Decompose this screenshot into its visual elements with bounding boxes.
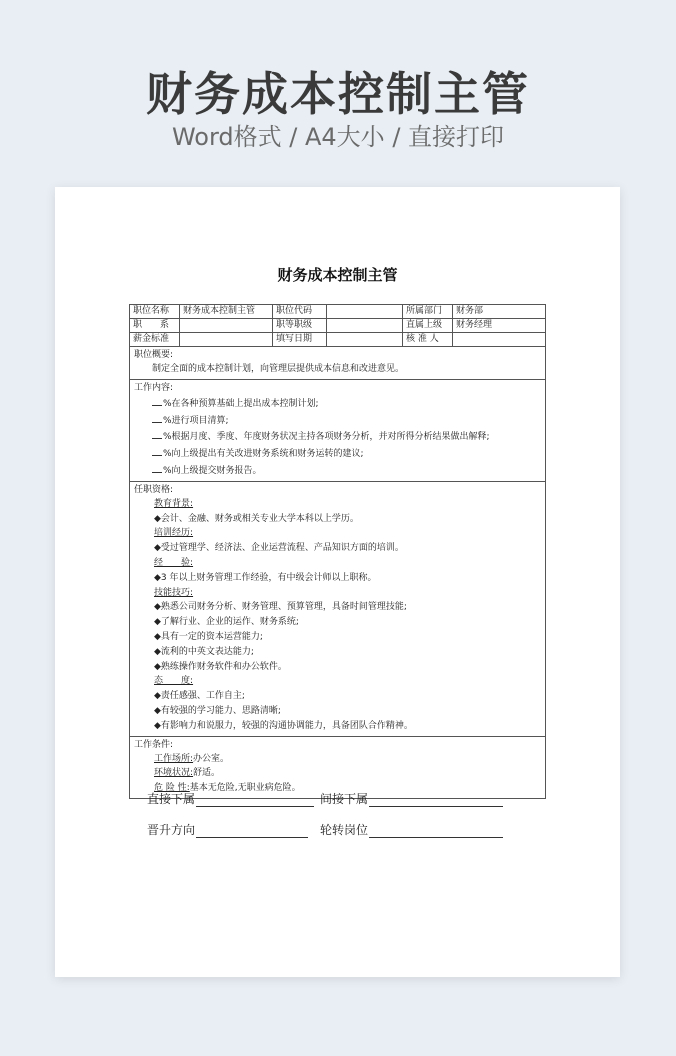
label-cell: 直属上级 (403, 319, 453, 333)
rotation-label: 轮转岗位 (320, 823, 369, 837)
list-item: %在各种预算基础上提出成本控制计划; (134, 395, 541, 412)
place-label: 工作场所: (154, 753, 194, 764)
list-item (134, 766, 541, 781)
conditions-section (130, 736, 546, 798)
overview-text: 制定全面的成本控制计划，向管理层提供成本信息和改进意见。 (152, 364, 405, 374)
label-cell: 填写日期 (273, 333, 327, 347)
environment-value: 舒适。 (193, 768, 221, 779)
promotion-label: 晋升方向 (147, 823, 196, 837)
list-item: ◆流利的中英文表达能力; (154, 646, 254, 657)
list-item: %根据月度、季度、年度财务状况主持各项财务分析，并对所得分析结果做出解释; (134, 428, 541, 445)
list-item: %进行项目清算; (134, 412, 541, 429)
danger-value: 基本无危险,无职业病危险。 (189, 783, 301, 794)
conditions-heading: 工作条件: (134, 739, 174, 750)
experience-label: 经 验: (154, 557, 194, 568)
list-item: ◆3 年以上财务管理工作经验，有中级会计师以上职称。 (154, 572, 377, 583)
environment-label: 环境状况: (154, 768, 194, 779)
attitude-label: 态 度: (154, 676, 194, 687)
qualifications-section (130, 481, 546, 736)
label-cell: 职位代码 (273, 305, 327, 319)
value-cell[interactable] (453, 333, 546, 347)
list-item: ◆责任感强、工作自主; (154, 691, 245, 702)
label-cell: 薪金标准 (130, 333, 180, 347)
label-cell: 核 准 人 (403, 333, 453, 347)
table-row (130, 736, 546, 798)
job-description-table (129, 304, 546, 799)
danger-label: 危 险 性: (154, 783, 190, 794)
signature-direct-sub (147, 791, 314, 807)
fill-blank[interactable] (152, 462, 162, 473)
qualifications-heading: 任职资格: (134, 484, 174, 495)
fill-blank[interactable] (152, 445, 162, 456)
value-cell[interactable]: 财务经理 (453, 319, 546, 333)
table-row (130, 319, 546, 333)
list-item: ◆熟悉公司财务分析、财务管理、预算管理，具备时间管理技能; (154, 602, 407, 613)
overview-section (130, 347, 546, 380)
value-cell[interactable] (327, 305, 403, 319)
document-page (55, 187, 620, 977)
label-cell: 职位名称 (130, 305, 180, 319)
banner-title: 财务成本控制主管 (146, 67, 530, 121)
duties-section (130, 379, 546, 481)
list-item (134, 752, 541, 767)
value-cell[interactable] (327, 333, 403, 347)
table-row (130, 379, 546, 481)
training-label: 培训经历: (154, 528, 194, 539)
signature-indirect-sub (320, 791, 503, 807)
value-cell[interactable] (180, 333, 273, 347)
signature-promotion (147, 822, 308, 838)
list-item: ◆会计、金融、财务或相关专业大学本科以上学历。 (154, 513, 359, 524)
direct-sub-label: 直接下属 (147, 792, 196, 806)
rotation-field[interactable] (369, 824, 503, 838)
value-cell[interactable] (180, 319, 273, 333)
list-item: ◆有较强的学习能力、思路清晰; (154, 705, 281, 716)
document-title: 财务成本控制主管 (277, 266, 398, 284)
fill-blank[interactable] (152, 412, 162, 423)
list-item: ◆有影响力和说服力，较强的沟通协调能力，具备团队合作精神。 (154, 720, 413, 731)
list-item: ◆了解行业、企业的运作、财务系统; (154, 617, 299, 628)
list-item: ◆受过管理学、经济法、企业运营流程、产品知识方面的培训。 (154, 543, 404, 554)
value-cell[interactable] (327, 319, 403, 333)
duties-heading: 工作内容: (134, 382, 174, 393)
list-item: %向上级提出有关改进财务系统和财务运转的建议; (134, 445, 541, 462)
label-cell: 职等职级 (273, 319, 327, 333)
value-cell[interactable]: 财务部 (453, 305, 546, 319)
skills-label: 技能技巧: (154, 587, 194, 598)
list-item: ◆具有一定的资本运营能力; (154, 631, 263, 642)
place-value: 办公室。 (193, 753, 230, 764)
label-cell: 所属部门 (403, 305, 453, 319)
education-label: 教育背景: (154, 498, 194, 509)
banner-subtitle: Word格式 / A4大小 / 直接打印 (171, 123, 505, 151)
signature-rotation (320, 822, 503, 838)
indirect-sub-field[interactable] (369, 793, 503, 807)
value-cell[interactable]: 财务成本控制主管 (180, 305, 273, 319)
label-cell: 职 系 (130, 319, 180, 333)
table-row (130, 333, 546, 347)
fill-blank[interactable] (152, 428, 162, 439)
table-row (130, 305, 546, 319)
list-item: ◆熟练操作财务软件和办公软件。 (154, 661, 287, 672)
promotion-field[interactable] (196, 824, 308, 838)
direct-sub-field[interactable] (196, 793, 314, 807)
list-item: %向上级提交财务报告。 (134, 462, 541, 479)
overview-heading: 职位概要: (134, 350, 174, 360)
indirect-sub-label: 间接下属 (320, 792, 369, 806)
table-row (130, 347, 546, 380)
table-row (130, 481, 546, 736)
fill-blank[interactable] (152, 395, 162, 406)
